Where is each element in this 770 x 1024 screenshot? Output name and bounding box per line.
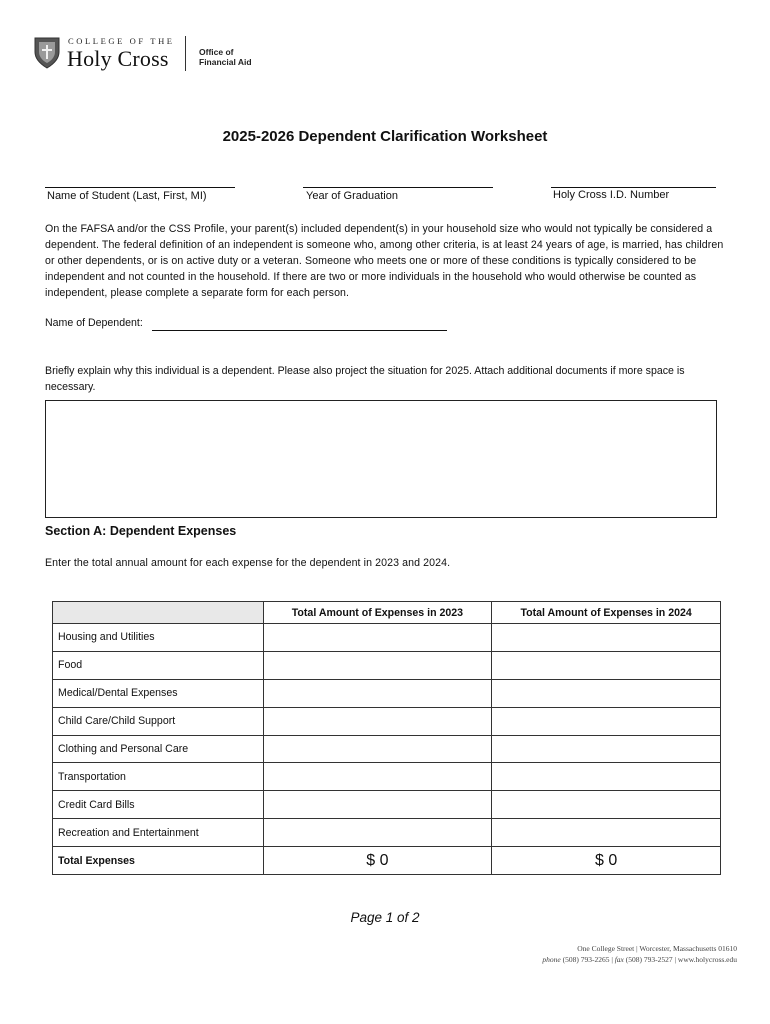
student-name-field[interactable] xyxy=(45,187,235,188)
table-row xyxy=(53,651,721,679)
header-2024: Total Amount of Expenses in 2024 xyxy=(492,602,721,624)
expense-table-header-row xyxy=(53,602,721,624)
footer-address: One College Street | Worcester, Massachusetts 01610 xyxy=(577,944,737,953)
total-2023-value: $ 0 xyxy=(263,847,492,875)
student-name-label: Name of Student (Last, First, MI) xyxy=(47,190,207,202)
table-row xyxy=(53,735,721,763)
table-row xyxy=(53,819,721,847)
amount-2024-input[interactable] xyxy=(492,679,721,707)
expense-category: Transportation xyxy=(53,763,264,791)
table-row xyxy=(53,624,721,652)
header-blank-cell xyxy=(53,602,264,624)
amount-2023-input[interactable] xyxy=(263,819,492,847)
phone-label: phone xyxy=(542,955,561,964)
amount-2024-input[interactable] xyxy=(492,791,721,819)
website-link[interactable]: www.holycross.edu xyxy=(677,955,737,964)
dependent-name-label: Name of Dependent: xyxy=(45,317,143,329)
footer-separator: | xyxy=(611,955,613,964)
amount-2023-input[interactable] xyxy=(263,791,492,819)
holy-cross-wordmark: Holy Cross xyxy=(67,46,169,71)
header-2023: Total Amount of Expenses in 2023 xyxy=(263,602,492,624)
graduation-year-field[interactable] xyxy=(303,187,493,188)
amount-2023-input[interactable] xyxy=(263,679,492,707)
expense-category: Child Care/Child Support xyxy=(53,707,264,735)
section-a-instructions: Enter the total annual amount for each expense for the dependent in 2023 and 2024. xyxy=(45,557,451,569)
office-of-text: Office of xyxy=(199,47,234,57)
intro-paragraph: On the FAFSA and/or the CSS Profile, your parent(s) included dependent(s) in your household size who would not typically be considered a dependent. The federal definition of an independent is someone who, among other criteria, is at least 24 years of age, is married, has children or other dependents, or is on active duty or a veteran. Someone who meets one or more of these conditions is typically considered to be independent and not counted in the household. If there are two or more individuals in the household who would otherwise be counted as independent, please complete a separate form for each person. xyxy=(45,223,724,299)
fax-label: fax xyxy=(614,955,624,964)
amount-2023-input[interactable] xyxy=(263,624,492,652)
table-row xyxy=(53,791,721,819)
amount-2024-input[interactable] xyxy=(492,735,721,763)
table-row xyxy=(53,763,721,791)
table-row xyxy=(53,679,721,707)
expense-category: Credit Card Bills xyxy=(53,791,264,819)
phone-number: (508) 793-2265 xyxy=(562,955,610,964)
table-row xyxy=(53,707,721,735)
section-a-heading: Section A: Dependent Expenses xyxy=(45,524,237,538)
holy-cross-id-field[interactable] xyxy=(551,187,716,188)
holy-cross-id-label: Holy Cross I.D. Number xyxy=(553,189,670,201)
holy-cross-shield-icon xyxy=(33,35,61,69)
dependent-name-field[interactable] xyxy=(152,330,447,331)
amount-2023-input[interactable] xyxy=(263,735,492,763)
explanation-textbox[interactable] xyxy=(45,400,717,518)
financial-aid-text: Financial Aid xyxy=(199,57,252,67)
amount-2023-input[interactable] xyxy=(263,707,492,735)
page-title: 2025-2026 Dependent Clarification Worksheet xyxy=(222,128,548,145)
amount-2023-input[interactable] xyxy=(263,651,492,679)
total-expenses-label: Total Expenses xyxy=(53,847,264,875)
amount-2024-input[interactable] xyxy=(492,651,721,679)
explanation-instructions: Briefly explain why this individual is a dependent. Please also project the situation for 2025. Attach additional documents if more space is necessary. xyxy=(45,365,685,393)
footer-separator: | xyxy=(674,955,677,964)
expense-table xyxy=(52,601,721,875)
college-of-the-text: COLLEGE OF THE xyxy=(68,36,175,46)
expense-category: Medical/Dental Expenses xyxy=(53,679,264,707)
expense-category: Clothing and Personal Care xyxy=(53,735,264,763)
expense-category: Housing and Utilities xyxy=(53,624,264,652)
graduation-year-label: Year of Graduation xyxy=(306,190,398,202)
amount-2024-input[interactable] xyxy=(492,819,721,847)
amount-2023-input[interactable] xyxy=(263,763,492,791)
logo-divider xyxy=(185,36,186,71)
total-row xyxy=(53,847,721,875)
total-2024-value: $ 0 xyxy=(492,847,721,875)
fax-number: (508) 793-2527 xyxy=(625,955,673,964)
page-number: Page 1 of 2 xyxy=(350,910,420,925)
amount-2024-input[interactable] xyxy=(492,624,721,652)
amount-2024-input[interactable] xyxy=(492,763,721,791)
expense-category: Food xyxy=(53,651,264,679)
expense-category: Recreation and Entertainment xyxy=(53,819,264,847)
amount-2024-input[interactable] xyxy=(492,707,721,735)
footer-contact xyxy=(542,955,737,964)
